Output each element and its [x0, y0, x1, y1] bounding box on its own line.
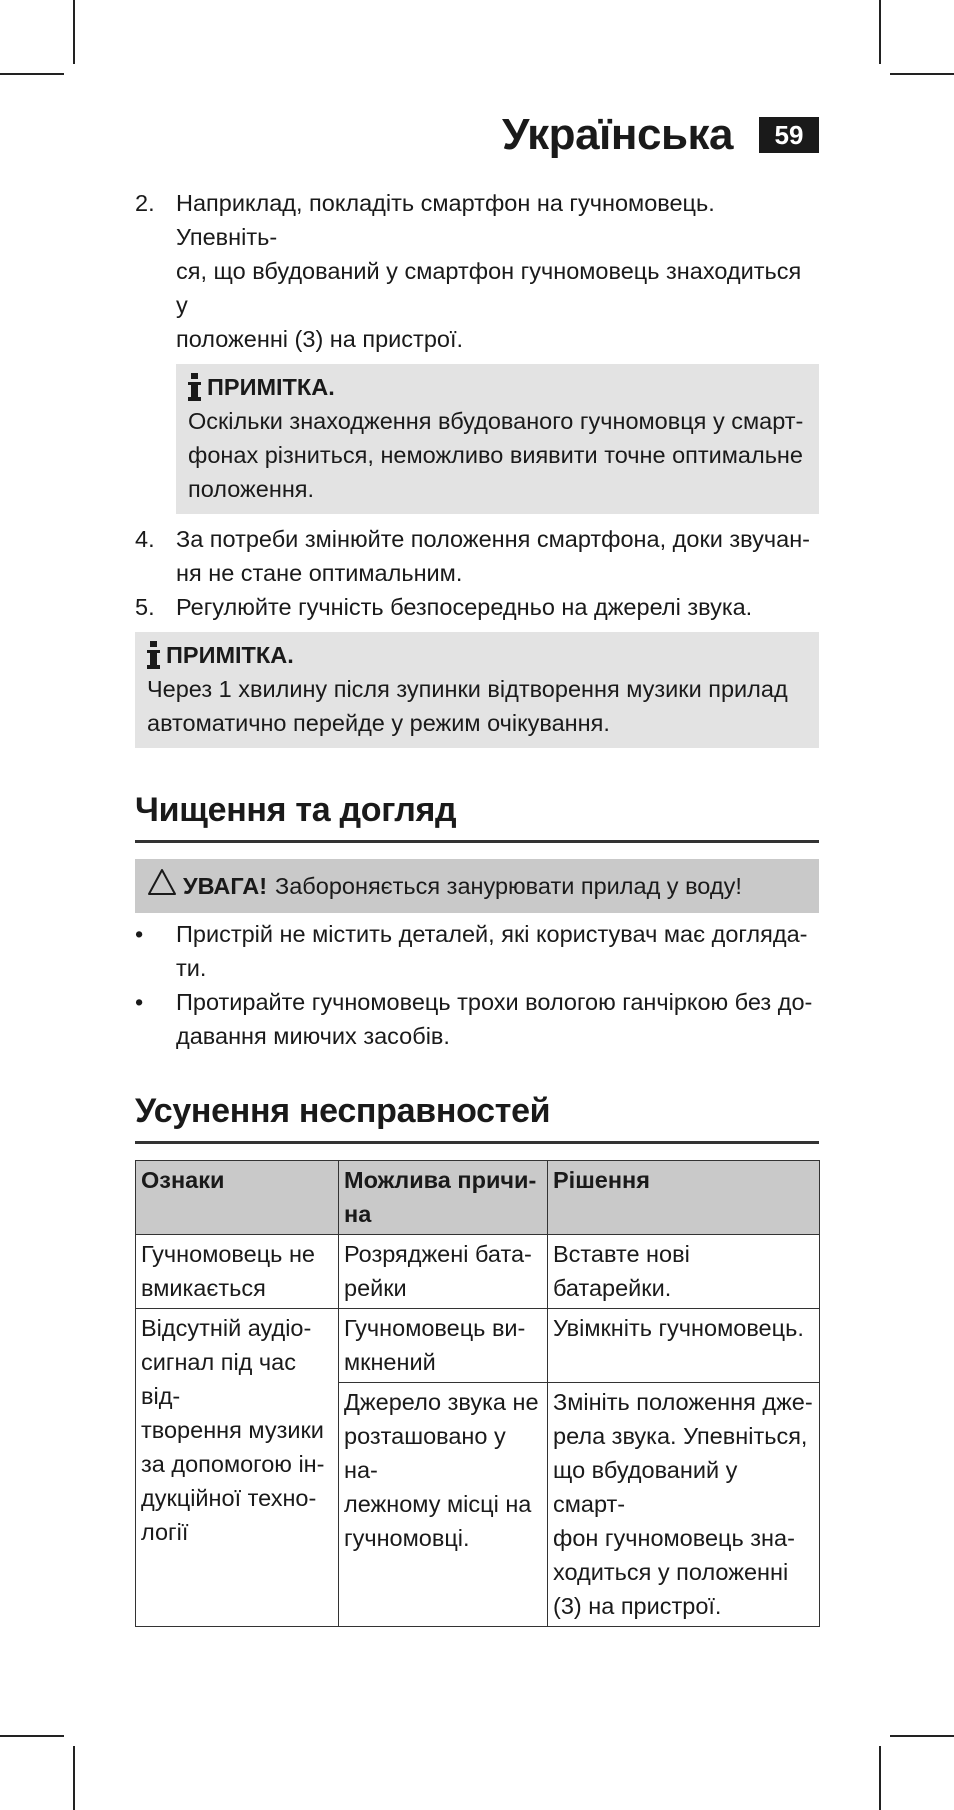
cell-line: Розряджені бата-	[344, 1241, 532, 1267]
header-line: Рішення	[553, 1167, 650, 1193]
step-line: положенні (3) на пристрої.	[176, 326, 464, 352]
note-box	[135, 632, 819, 748]
bullet-line: ти.	[176, 955, 207, 981]
step-item	[135, 522, 819, 590]
table-cell	[548, 1235, 820, 1309]
note-title	[188, 370, 807, 404]
table-row	[136, 1309, 820, 1383]
note-line: автоматично перейде у режим очікування.	[147, 710, 610, 736]
cell-line: гучномовці.	[344, 1525, 470, 1551]
cell-line: Гучномовець не	[141, 1241, 315, 1267]
troubleshooting-table	[135, 1160, 820, 1627]
table-cell	[548, 1383, 820, 1627]
cell-line: творення музики	[141, 1417, 324, 1443]
note-title-text: ПРИМІТКА.	[166, 642, 294, 668]
cell-line: вмикається	[141, 1275, 266, 1301]
step-line: Наприклад, покладіть смартфон на гучномовець. Упевніть-	[176, 190, 715, 250]
table-cell	[339, 1383, 548, 1627]
info-icon	[147, 640, 160, 670]
crop-mark	[73, 0, 75, 64]
header-line: Ознаки	[141, 1167, 225, 1193]
cell-line: Увімкніть гучномовець.	[553, 1315, 804, 1341]
cell-line: рела звука. Упевніться,	[553, 1423, 808, 1449]
crop-mark	[890, 1735, 954, 1737]
note-box	[176, 364, 819, 514]
crop-mark	[0, 1735, 64, 1737]
cell-line: Гучномовець ви-	[344, 1315, 526, 1341]
note-title-text: ПРИМІТКА.	[207, 374, 335, 400]
language-title: Українська	[501, 110, 733, 159]
column-header	[339, 1161, 548, 1235]
note-line: Оскільки знаходження вбудованого гучномовця у смарт-	[188, 408, 804, 434]
table-cell	[339, 1309, 548, 1383]
bullet-line: Протирайте гучномовець трохи вологою ганчіркою без до-	[176, 989, 813, 1015]
header-line: Можлива причи-	[344, 1167, 537, 1193]
note-title	[147, 638, 807, 672]
cell-line: Відсутній аудіо-	[141, 1315, 312, 1341]
table-cell	[136, 1235, 339, 1309]
bullet-line: давання миючих засобів.	[176, 1023, 450, 1049]
step-line: ся, що вбудований у смартфон гучномовець знаходиться у	[176, 258, 802, 318]
warning-title: УВАГА!	[183, 873, 268, 899]
cell-line: фон гучномовець зна-	[553, 1525, 795, 1551]
cell-line: за допомогою ін-	[141, 1451, 325, 1477]
table-header-row	[136, 1161, 820, 1235]
page-header	[135, 100, 819, 170]
note-line: положення.	[188, 476, 315, 502]
cell-line: ходиться у положенні	[553, 1559, 789, 1585]
step-number: 4.	[135, 526, 155, 552]
cell-line: рейки	[344, 1275, 407, 1301]
column-header	[548, 1161, 820, 1235]
bullet-dot: •	[135, 921, 144, 947]
bullet-dot: •	[135, 989, 144, 1015]
cell-line: сигнал під час від-	[141, 1349, 296, 1409]
warning-box	[135, 859, 819, 913]
info-icon	[188, 372, 201, 402]
step-item	[135, 590, 819, 624]
cell-line: Вставте нові батарейки.	[553, 1241, 690, 1301]
bullet-line: Пристрій не містить деталей, які користувач має догляда-	[176, 921, 808, 947]
cell-line: що вбудований у смарт-	[553, 1457, 738, 1517]
note-line: фонах різниться, неможливо виявити точне оптимальне	[188, 442, 803, 468]
crop-mark	[0, 73, 64, 75]
cell-line: (3) на пристрої.	[553, 1593, 722, 1619]
list-item	[135, 985, 819, 1053]
section-heading-troubleshooting: Усунення несправностей	[135, 1092, 551, 1130]
page-number: 59	[759, 117, 819, 153]
cell-line: розташовано у на-	[344, 1423, 506, 1483]
page-content	[135, 100, 819, 1627]
column-header	[136, 1161, 339, 1235]
step-line: За потреби змінюйте положення смартфона, доки звучан-	[176, 526, 810, 552]
step-line: Регулюйте гучність безпосередньо на джерелі звука.	[176, 594, 753, 620]
cell-line: Змініть положення дже-	[553, 1389, 813, 1415]
crop-mark	[73, 1746, 75, 1810]
step-line: ня не стане оптимальним.	[176, 560, 463, 586]
header-line: на	[344, 1201, 372, 1227]
table-cell	[136, 1309, 339, 1627]
table-row	[136, 1235, 820, 1309]
section-heading-cleaning: Чищення та догляд	[135, 791, 457, 829]
table-cell	[339, 1235, 548, 1309]
step-number: 2.	[135, 190, 155, 216]
cell-line: Джерело звука не	[344, 1389, 539, 1415]
table-cell	[548, 1309, 820, 1383]
warning-triangle-icon	[147, 868, 177, 905]
note-line: Через 1 хвилину після зупинки відтворення музики прилад	[147, 676, 788, 702]
cell-line: мкнений	[344, 1349, 436, 1375]
crop-mark	[879, 1746, 881, 1810]
cell-line: лежному місці на	[344, 1491, 532, 1517]
cell-line: логії	[141, 1519, 189, 1545]
step-number: 5.	[135, 594, 155, 620]
crop-mark	[879, 0, 881, 64]
step-item	[135, 186, 819, 356]
list-item	[135, 917, 819, 985]
crop-mark	[890, 73, 954, 75]
cell-line: дукційної техно-	[141, 1485, 317, 1511]
warning-text: Забороняється занурювати прилад у воду!	[275, 873, 742, 899]
